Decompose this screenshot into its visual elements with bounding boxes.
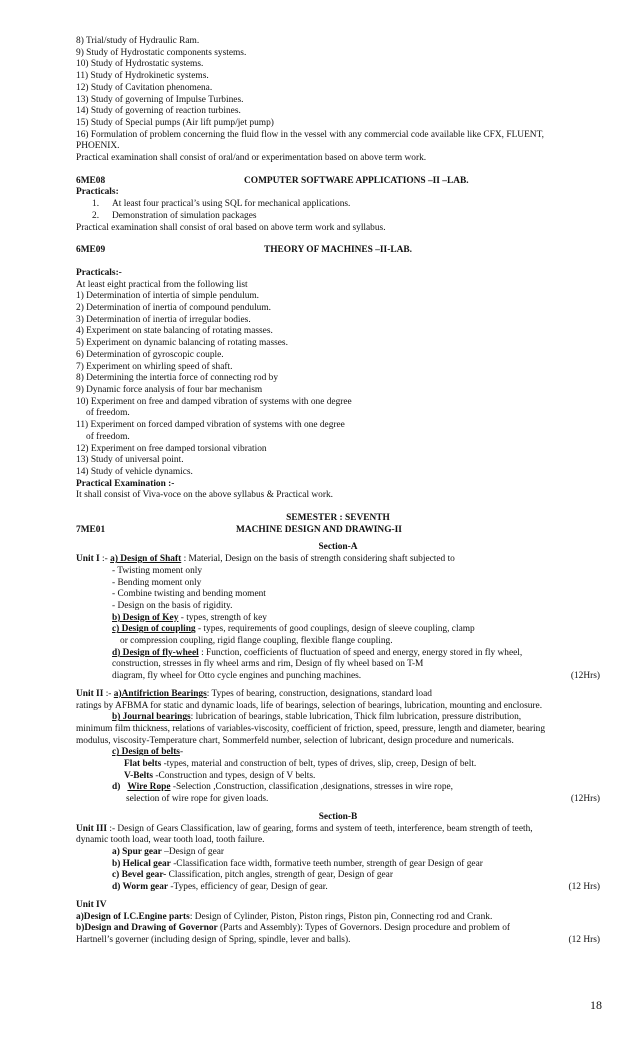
course-7me01 [76,513,600,947]
list-item: 12) Study of Cavitation phenomena. [76,82,213,93]
list-item: 16) Formulation of problem concerning the fluid flow in the vessel with any commercial code available like CFX, FLUENT, [76,129,544,140]
list-item: - Bending moment only [112,577,202,588]
list-item: 1) Determination of intertia of simple pendulum. [76,291,260,302]
course-6me09 [76,245,600,502]
list-item: 3) Determination of inertia of irregular bodies. [76,314,251,325]
list-item: 13) Study of governing of Impulse Turbines. [76,94,244,105]
unit-label: Unit III [76,823,107,834]
list-item: 13) Study of universal point. [76,455,184,466]
practical-exam-note: Practical examination shall consist of oral/and or experimentation based on above term work. [76,153,427,164]
list-item: 6) Determination of gyroscopic couple. [76,349,224,360]
course-title: COMPUTER SOFTWARE APPLICATIONS –II –LAB. [244,175,469,186]
list-item: 11) Study of Hydrokinetic systems. [76,71,209,82]
hours-label: (12 Hrs) [568,934,600,945]
list-item: 7) Experiment on whirling speed of shaft. [76,361,233,372]
course-title: THEORY OF MACHINES –II-LAB. [264,245,412,256]
course-code: 7ME01 [76,524,106,535]
list-item: - Combine twisting and bending moment [112,589,266,600]
practical-exam-note: It shall consist of Viva-voce on the above syllabus & Practical work. [76,490,334,501]
list-item-continuation: of freedom. [86,408,130,419]
list-item: 14) Study of governing of reaction turbines. [76,106,241,117]
section-heading: Section-B [318,811,358,822]
list-item: 8) Trial/study of Hydraulic Ram. [76,36,200,46]
list-item: 14) Study of vehicle dynamics. [76,466,193,477]
list-item-continuation: PHOENIX. [76,141,120,152]
practicals-heading: Practicals: [76,187,119,198]
list-item: 1. At least four practical’s using SQL for mechanical applications. [92,199,351,210]
unit-4: Unit IV a)Design of I.C.Engine parts: Design of Cylinder, Piston, Piston rings, Piston pin, Connecting rod and Crank. b)Design and Drawing of Governor (Parts and Assembly): Types of Governors. Design procedure and problem of Hartnell’s governer (including design of Spring, spindle, lever and balls). (12 Hrs) [76,899,600,945]
list-item: 11) Experiment on forced damped vibration of systems with one degree [76,420,345,431]
document-page [76,36,600,947]
list-item: 12) Experiment on free damped torsional vibration [76,443,267,454]
hours-label: (12Hrs) [570,794,600,805]
page-number: 18 [590,998,602,1012]
lab-list-top [76,36,600,165]
unit-2: Unit II :- a)Antifriction Bearings: Types of bearing, construction, designations, standard load ratings by AFBMA for static and dynamic loads, life of bearings, selection of bearings, lubrication, mounting and enclosure. b) Journal bearings: lubrication of bearings, stable lubrication, Thick film lubrication, pressure distribution, minimum film thickness, relations of variables-viscosity, coefficient of friction, speed, pressure, length and diameter, bearing modulus, viscosity-Temperature chart, Sommerfeld number, selection of lubricant, design procedure and numericals. c) Design of belts- Flat belts -types, material and construction of belt, types of drives, slip, creep, Design of belt. V-Belts -Construction and types, design of V belts. d) Wire Rope -Selection ,Construction, classification ,designations, stresses in wire rope, selection of wire rope for given loads. (12Hrs) [76,688,600,805]
practical-exam-heading: Practical Examination :- [76,478,175,489]
practical-exam-note: Practical examination shall consist of oral based on above term work and syllabus. [76,222,386,233]
course-code: 6ME09 [76,245,106,256]
list-item: - Twisting moment only [112,565,203,576]
list-item: 9) Study of Hydrostatic components systems. [76,47,247,58]
list-item: 9) Dynamic force analysis of four bar mechanism [76,384,263,395]
course-title: MACHINE DESIGN AND DRAWING-II [236,524,402,535]
course-6me08 [76,176,600,235]
list-item: 5) Experiment on dynamic balancing of rotating masses. [76,338,288,349]
semester-heading: SEMESTER : SEVENTH [286,513,390,524]
practicals-intro: At least eight practical from the following list [76,279,248,290]
list-item: 4) Experiment on state balancing of rotating masses. [76,326,273,337]
unit-1: Unit I :- a) Design of Shaft : Material, Design on the basis of strength considering shaft subjected to - Twisting moment only - Bending moment only - Combine twisting and bending moment - Design on the basis of rigidity. b) Design of Key - types, strength of key c) Design of coupling - types, requirements of good couplings, design of sleeve coupling, clamp or compression coupling, rigid flange coupling, flexible flange coupling. d) Design of fly-wheel : Function, coefficients of fluctuation of speed and energy, energy stored in fly wheel, construction, stresses in fly wheel arms and rim, Design of fly wheel based on T-M diagram, fly wheel for Otto cycle engines and punching machines. (12Hrs) [76,554,600,682]
section-heading: Section-A [318,542,358,553]
hours-label: (12Hrs) [570,671,600,682]
list-item: 10) Experiment on free and damped vibration of systems with one degree [76,396,352,407]
unit-label: Unit IV [76,899,107,910]
list-item: 10) Study of Hydrostatic systems. [76,59,204,70]
list-item: 2) Determination of inertia of compound pendulum. [76,303,272,314]
hours-label: (12 Hrs) [568,882,600,893]
list-item: 15) Study of Special pumps (Air lift pump/jet pump) [76,117,274,128]
list-item: 8) Determining the intertia force of connecting rod by [76,373,279,384]
list-item: 2. Demonstration of simulation packages [92,210,257,221]
course-code: 6ME08 [76,175,106,186]
list-item: - Design on the basis of rigidity. [112,600,233,611]
unit-3: Unit III :- Design of Gears Classification, law of gearing, forms and system of teeth, interference, beam strength of teeth, dynamic tooth load, wear tooth load, tooth failure. a) Spur gear –Design of gear b) Helical gear -Classification face width, formative teeth number, strength of gear Design of gear c) Bevel gear- Classification, pitch angles, strength of gear, Design of gear d) Worm gear -Types, efficiency of gear, Design of gear. (12 Hrs) [76,823,600,893]
unit-label: Unit I [76,554,100,565]
list-item-continuation: of freedom. [86,431,130,442]
unit-label: Unit II [76,688,104,699]
practicals-heading: Practicals:- [76,267,122,278]
